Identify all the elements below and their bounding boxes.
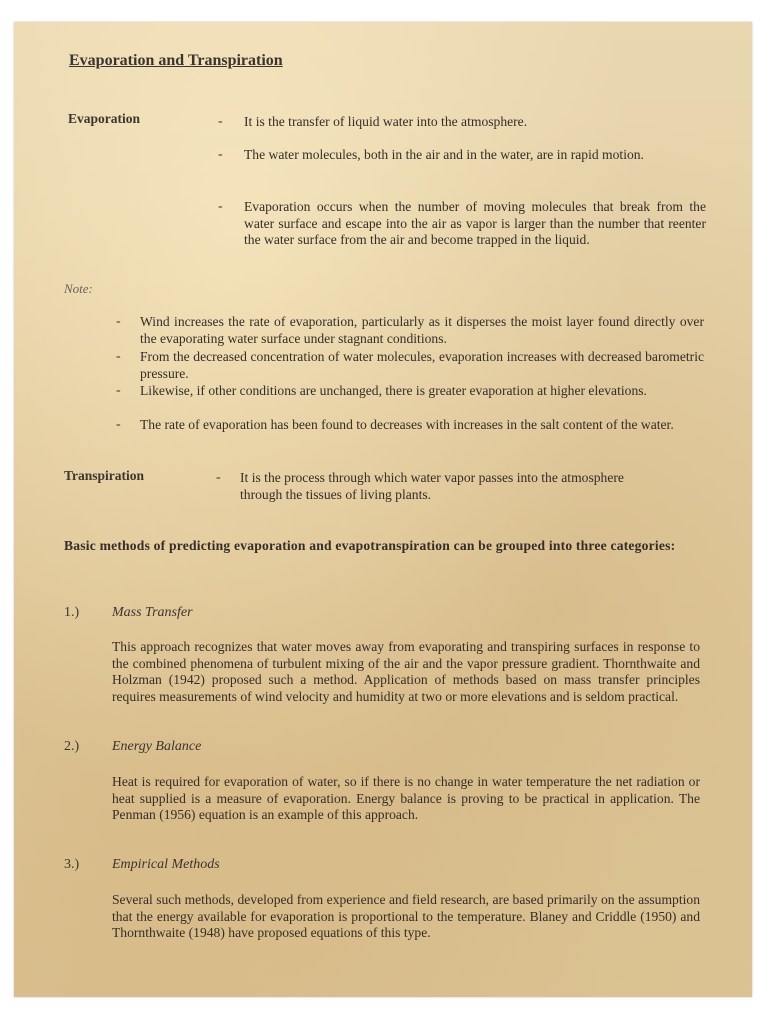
method-name: Empirical Methods — [112, 857, 220, 872]
method-text: Heat is required for evaporation of water, so if there is no change in water temperature the net radiation or heat supplied is a measure of evaporation. Energy balance is proving to be practical in application. The Penman (1956) equation is an example of this approach. — [112, 774, 700, 822]
evaporation-point-3: Evaporation occurs when the number of moving molecules that break from the water surface and escape into the air as vapor is larger than the number that reenter the water surface from the air and become trapped in the liquid. — [244, 199, 706, 247]
method-name: Mass Transfer — [112, 605, 193, 620]
evaporation-point-1: It is the transfer of liquid water into the atmosphere. — [244, 114, 528, 129]
method-number: 1.) — [64, 605, 80, 620]
note-label: Note: — [64, 281, 93, 296]
bullet-dash: - — [216, 470, 221, 485]
transpiration-label: Transpiration — [64, 468, 145, 483]
bullet-dash: - — [218, 147, 223, 162]
page-title: Evaporation and Transpiration — [69, 52, 283, 69]
document-page — [14, 22, 752, 997]
transpiration-text: It is the process through which water vapor passes into the atmosphere through the tissues of living plants. — [240, 470, 624, 502]
bullet-dash: - — [218, 199, 223, 214]
bullet-dash: - — [116, 417, 121, 432]
methods-heading: Basic methods of predicting evaporation and evapotranspiration can be grouped into three categories: — [64, 538, 676, 553]
evaporation-label: Evaporation — [68, 111, 141, 126]
bullet-dash: - — [116, 383, 121, 398]
bullet-dash: - — [116, 314, 121, 329]
method-text: Several such methods, developed from experience and field research, are based primarily on the assumption that the energy available for evaporation is proportional to the temperature. Blaney and Criddle (1950) and Thornthwaite (1948) have proposed equations of this type. — [112, 892, 700, 940]
method-name: Energy Balance — [112, 739, 202, 754]
method-number: 2.) — [64, 739, 80, 754]
bullet-dash: - — [116, 349, 121, 364]
evaporation-point-2: The water molecules, both in the air and in the water, are in rapid motion. — [244, 147, 644, 162]
note-point-3: Likewise, if other conditions are unchanged, there is greater evaporation at higher elevations. — [140, 383, 647, 398]
bullet-dash: - — [218, 114, 223, 129]
method-text: This approach recognizes that water moves away from evaporating and transpiring surfaces in response to the combined phenomena of turbulent mixing of the air and the vapor pressure gradient. Thornthwaite and Holzman (1942) proposed such a method. Application of methods based on mass transfer principles requires measurements of wind velocity and humidity at two or more elevations and is seldom practical. — [112, 639, 700, 704]
note-point-4: The rate of evaporation has been found to decreases with increases in the salt content of the water. — [140, 417, 674, 432]
method-number: 3.) — [64, 857, 80, 872]
note-point-2: From the decreased concentration of water molecules, evaporation increases with decreased barometric pressure. — [140, 349, 704, 381]
note-point-1: Wind increases the rate of evaporation, particularly as it disperses the moist layer found directly over the evaporating water surface under stagnant conditions. — [140, 314, 704, 346]
